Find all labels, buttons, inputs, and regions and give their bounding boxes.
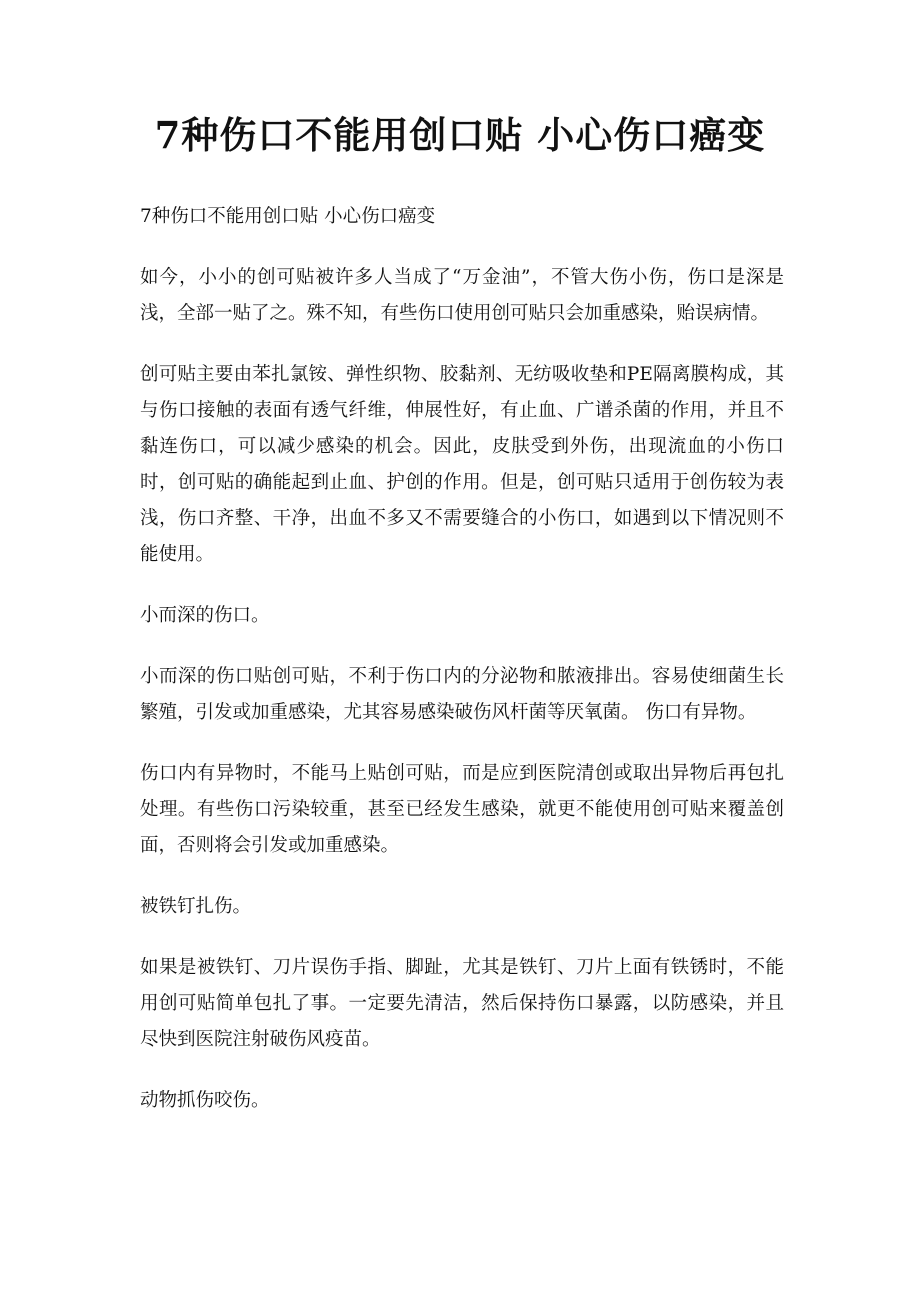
paragraph-composition: 创可贴主要由苯扎氯铵、弹性织物、胶黏剂、无纺吸收垫和PE隔离膜构成，其与伤口接触的表面有透气纤维，伸展性好，有止血、广谱杀菌的作用，并且不黏连伤口，可以减少感染的机会。因此，皮肤受到外伤，出现流血的小伤口时，创可贴的确能起到止血、护创的作用。但是，创可贴只适用于创伤较为表浅，伤口齐整、干净，出血不多又不需要缝合的小伤口，如遇到以下情况则不能使用。	[140, 364, 784, 565]
paragraph-nail-wound: 如果是被铁钉、刀片误伤手指、脚趾，尤其是铁钉、刀片上面有铁锈时，不能用创可贴简单包扎了事。一定要先清洁，然后保持伤口暴露，以防感染，并且尽快到医院注射破伤风疫苗。	[140, 957, 784, 1050]
heading-nail-wound: 被铁钉扎伤。	[140, 896, 252, 917]
document-title: 7种伤口不能用创口贴 小心伤口癌变	[154, 113, 766, 157]
paragraph-small-deep-wound: 小而深的伤口贴创可贴，不利于伤口内的分泌物和脓液排出。容易使细菌生长繁殖，引发或加重感染，尤其容易感染破伤风杆菌等厌氧菌。 伤口有异物。	[140, 666, 784, 723]
paragraph-subtitle: 7种伤口不能用创口贴 小心伤口癌变	[140, 206, 436, 227]
document-body	[140, 199, 784, 1144]
heading-small-deep-wound: 小而深的伤口。	[140, 605, 270, 626]
heading-animal-bite: 动物抓伤咬伤。	[140, 1090, 270, 1111]
paragraph-intro: 如今，小小的创可贴被许多人当成了“万金油”，不管大伤小伤，伤口是深是浅，全部一贴了之。殊不知，有些伤口使用创可贴只会加重感染，贻误病情。	[140, 267, 784, 324]
paragraph-foreign-object: 伤口内有异物时，不能马上贴创可贴，而是应到医院清创或取出异物后再包扎处理。有些伤口污染较重，甚至已经发生感染，就更不能使用创可贴来覆盖创面，否则将会引发或加重感染。	[140, 763, 784, 856]
